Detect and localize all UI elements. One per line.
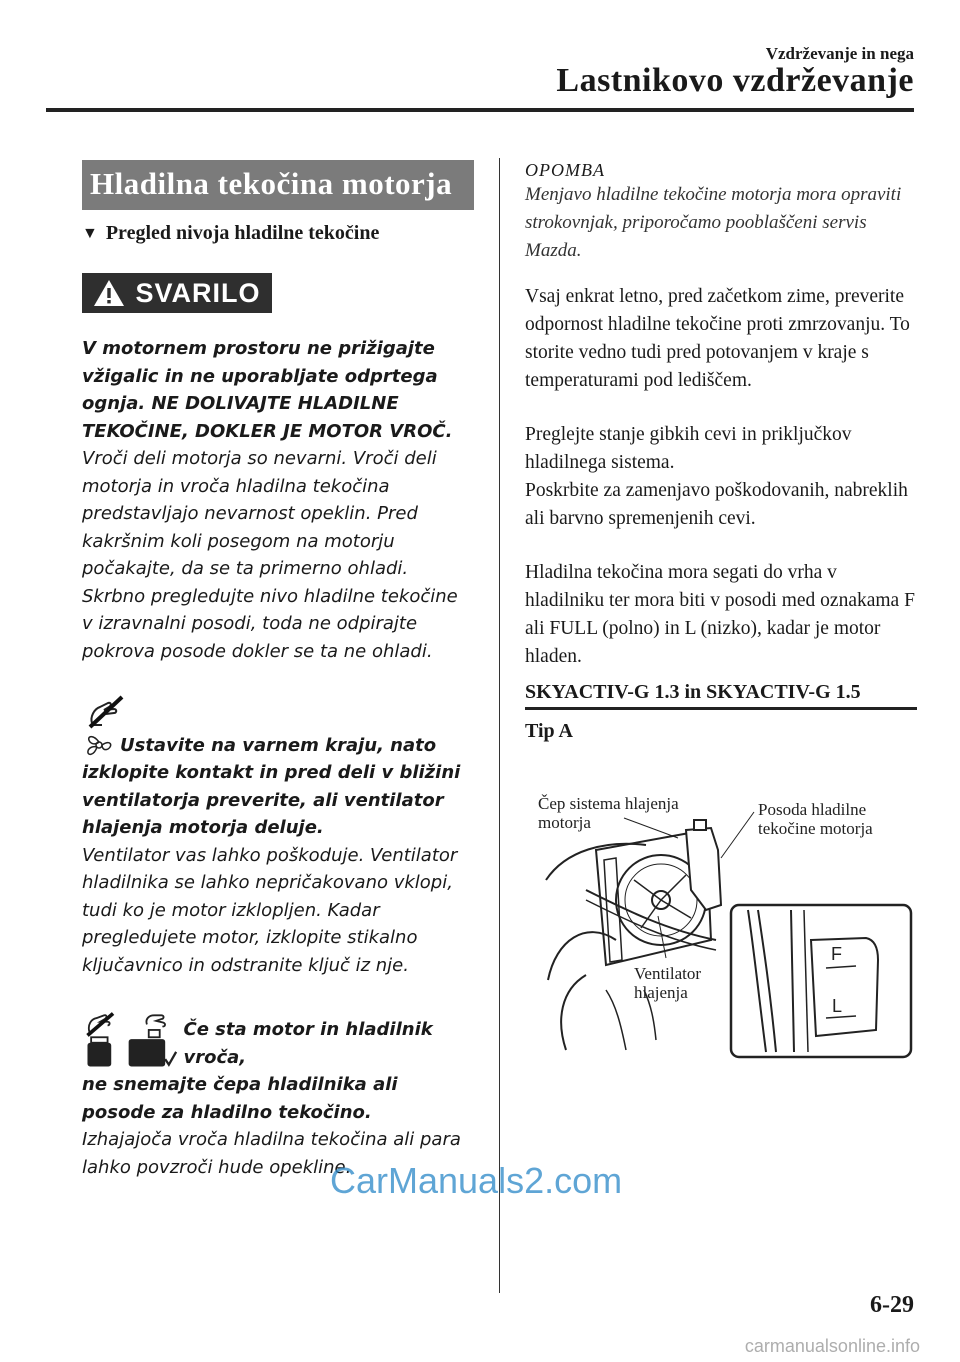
paragraph-level: Hladilna tekočina mora segati do vrha v hladilniku ter mora biti v posodi med oznakama F ali FULL (polno) in L (nizko), kadar je motor hladen. bbox=[525, 562, 915, 667]
left-column bbox=[82, 160, 474, 1181]
warning-block-fire bbox=[82, 335, 474, 665]
model-heading: SKYACTIV-G 1.3 in SKYACTIV-G 1.5 bbox=[525, 681, 917, 710]
fan-icon bbox=[82, 731, 116, 759]
warning-block-fire-text: Vroči deli motorja so nevarni. Vroči deli motorja in vroča hladilna tekočina predstavljajo nevarnost opeklin. Pred kakršnim koli posegom na motorju počakajte, da se ta primerno ohladi. Skrbno pregledujte nivo hladilne tekočine v izravnalni posodi, toda ne odpirajte pokrova posode dokler se ta ne ohladi. bbox=[82, 448, 458, 662]
subheading bbox=[82, 222, 474, 245]
label-coolant-cap: Čep sistema hlajenja motorja bbox=[538, 794, 679, 832]
header-chapter: Lastnikovo vzdrževanje bbox=[556, 62, 914, 99]
warning-block-cap bbox=[82, 1009, 474, 1181]
note-text: Menjavo hladilne tekočine motorja mora opraviti strokovnjak, priporočamo pooblaščeni servis Mazda. bbox=[525, 184, 902, 261]
watermark-carmanualsonline[interactable]: carmanualsonline.info bbox=[744, 1336, 920, 1356]
section-title: Hladilna tekočina motorja bbox=[82, 160, 474, 210]
warning-block-cap-bold-rest: ne snemajte čepa hladilnika ali posode za hladilno tekočino. bbox=[82, 1074, 398, 1123]
tip-label: Tip A bbox=[525, 720, 573, 742]
label-coolant-reservoir: Posoda hladilne tekočine motorja bbox=[758, 800, 873, 838]
no-hand-icon bbox=[86, 695, 126, 729]
right-column bbox=[525, 160, 917, 743]
header-section: Vzdrževanje in nega bbox=[765, 44, 914, 63]
warning-block-fire-bold: V motornem prostoru ne prižigajte vžigalic in ne uporabljate odprtega ognja. NE DOLIVAJTE HLADILNE TEKOČINE, DOKLER JE MOTOR VROČ. bbox=[82, 338, 453, 442]
page-number: 6-29 bbox=[870, 1292, 914, 1318]
warning-badge bbox=[82, 273, 272, 313]
no-open-hot-cap-icon bbox=[82, 1009, 119, 1071]
paragraph-replace-hoses: Poskrbite za zamenjavo poškodovanih, nabreklih ali barvno spremenjenih cevi. bbox=[525, 480, 908, 529]
warning-block-fan-bold-rest: izklopite kontakt in pred deli v bližini ventilatorja preverite, ali ventilator hlajenja motorja deluje. bbox=[82, 762, 461, 838]
warning-block-cap-text: Izhajajoča vroča hladilna tekočina ali para lahko povzroči hude opekline. bbox=[82, 1129, 461, 1178]
engine-bay-figure bbox=[526, 790, 918, 1060]
warning-triangle-icon bbox=[93, 279, 125, 307]
watermark-carmanuals2[interactable]: CarManuals2.com bbox=[330, 1160, 623, 1201]
svg-text:L: L bbox=[832, 996, 843, 1016]
warning-block-fan-bold-first: Ustavite na varnem kraju, nato bbox=[120, 734, 437, 756]
warning-block-fan bbox=[82, 695, 474, 979]
triangle-bullet-icon: ▼ bbox=[82, 224, 98, 242]
label-cooling-fan: Ventilator hlajenja bbox=[634, 964, 702, 1002]
svg-text:F: F bbox=[831, 944, 842, 964]
paragraph-hoses: Preglejte stanje gibkih cevi in priključkov hladilnega sistema. bbox=[525, 424, 852, 473]
warning-block-cap-bold-first: Če sta motor in hladilnik vroča, bbox=[183, 1019, 433, 1068]
warning-block-fan-text: Ventilator vas lahko poškoduje. Ventilator hladilnika se lahko nepričakovano vklopi, tudi ko je motor izklopljen. Kadar pregledujete motor, izklopite stikalno ključavnico in odstranite ključ iz nje. bbox=[82, 844, 458, 976]
note-heading: OPOMBA bbox=[525, 160, 605, 180]
subheading-text: Pregled nivoja hladilne tekočine bbox=[105, 222, 380, 244]
header-rule bbox=[46, 108, 914, 112]
column-divider bbox=[499, 158, 500, 1293]
paragraph-antifreeze: Vsaj enkrat letno, pred začetkom zime, preverite odpornost hladilne tekočine proti zmrzovanju. To storite vedno tudi pred potovanjem v kraje s temperaturami pod lediščem. bbox=[525, 286, 910, 391]
hot-reservoir-cap-icon bbox=[125, 1009, 178, 1071]
warning-label: SVARILO bbox=[135, 277, 261, 308]
